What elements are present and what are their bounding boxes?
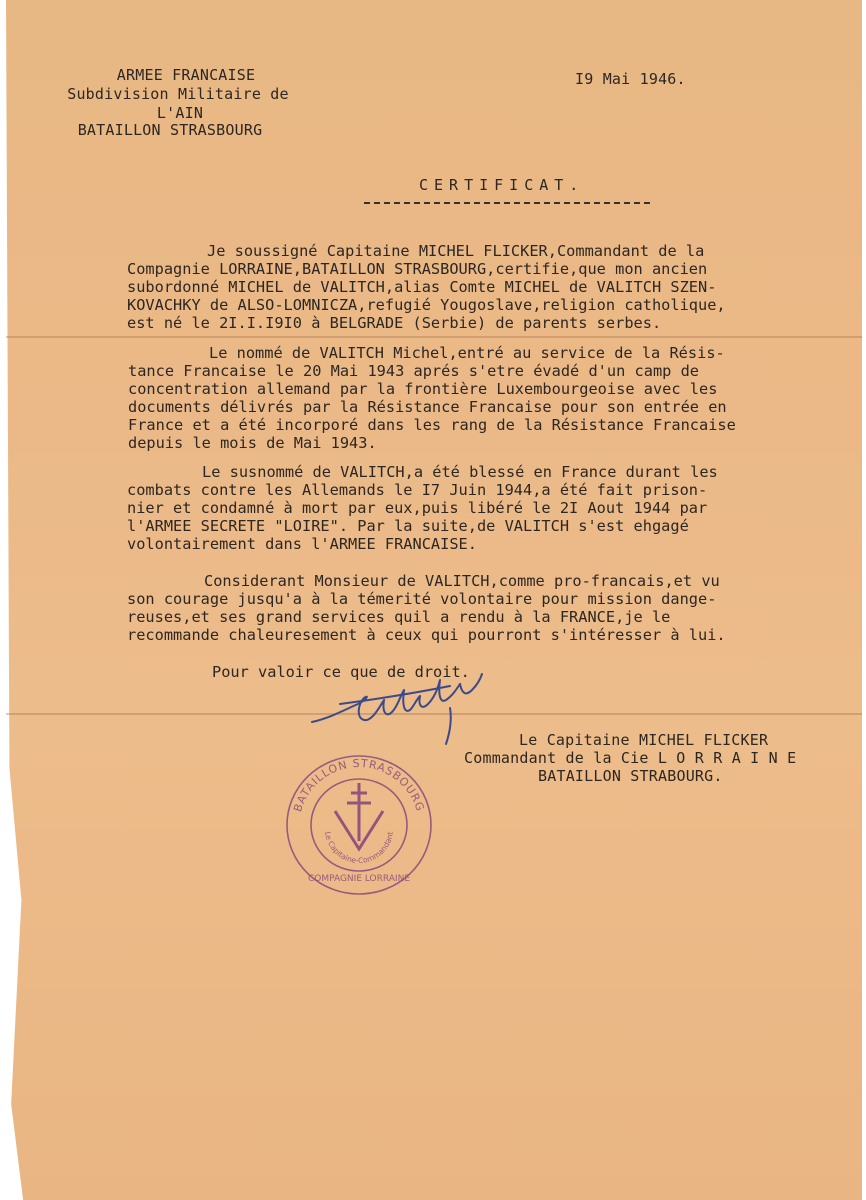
paragraph-1-line: est né le 2I.I.I9I0 à BELGRADE (Serbie) de parents serbes.: [127, 314, 662, 332]
signature-title: Commandant de la Cie L O R R A I N E: [464, 749, 797, 767]
paragraph-3-line: volontairement dans l'ARMEE FRANCAISE.: [127, 535, 477, 553]
cross-of-lorraine-icon: [335, 783, 383, 849]
org-line-4: BATAILLON STRASBOURG: [77, 121, 263, 139]
paragraph-2-line: depuis le mois de Mai 1943.: [128, 434, 377, 452]
title-underline: [364, 202, 650, 204]
paragraph-3-line: combats contre les Allemands le I7 Juin 1944,a été fait prison-: [127, 481, 708, 499]
paragraph-2-line: tance Francaise le 20 Mai 1943 aprés s'etre évadé d'un camp de: [128, 362, 699, 380]
document-date: I9 Mai 1946.: [575, 70, 686, 88]
paragraph-2-line: Le nommé de VALITCH Michel,entré au service de la Résis-: [209, 344, 725, 362]
signature-name: Le Capitaine MICHEL FLICKER: [519, 731, 769, 749]
document-title: CERTIFICAT.: [419, 176, 585, 194]
paragraph-4-line: recommande chaleuresement à ceux qui pourront s'intéresser à lui.: [127, 626, 726, 644]
paragraph-4-line: son courage jusqu'a à la témerité volontaire pour mission dange-: [127, 590, 717, 608]
stamp-bottom-text: COMPAGNIE LORRAINE: [307, 874, 411, 884]
official-stamp: [281, 749, 437, 899]
paragraph-2-line: concentration allemand par la frontière Luxembourgeoise avec les: [128, 380, 718, 398]
paragraph-3-line: Le susnommé de VALITCH,a été blessé en France durant les: [202, 463, 718, 481]
paragraph-1-line: Je soussigné Capitaine MICHEL FLICKER,Commandant de la: [207, 242, 705, 260]
closing-line: Pour valoir ce que de droit.: [212, 663, 470, 681]
stamp-outer-text: BATAILLON STRASBOURG: [291, 756, 427, 814]
paragraph-2-line: documents délivrés par la Résistance Francaise pour son entrée en: [128, 398, 727, 416]
signature-unit: BATAILLON STRABOURG.: [538, 767, 723, 785]
paragraph-3-line: l'ARMEE SECRETE "LOIRE". Par la suite,de VALITCH s'est ehgagé: [127, 517, 689, 535]
org-line-3: L'AIN: [156, 104, 204, 122]
org-line-2: Subdivision Militaire de: [67, 85, 289, 103]
paragraph-3-line: nier et condamné à mort par eux,puis libéré le 2I Aout 1944 par: [127, 499, 708, 517]
paragraph-2-line: France et a été incorporé dans les rang de la Résistance Francaise: [128, 416, 736, 434]
handwritten-signature: [300, 660, 500, 750]
paragraph-1-line: KOVACHKY de ALSO-LOMNICZA,refugié Yougoslave,religion catholique,: [127, 296, 726, 314]
paragraph-4-line: Considerant Monsieur de VALITCH,comme pro-francais,et vu: [204, 572, 720, 590]
paragraph-1-line: Compagnie LORRAINE,BATAILLON STRASBOURG,certifie,que mon ancien: [127, 260, 708, 278]
fold-line: [6, 336, 862, 338]
stamp-inner-text: Le Capitaine-Commandant: [323, 831, 395, 866]
paragraph-4-line: reuses,et ses grand services quil a rendu à la FRANCE,je le: [127, 608, 671, 626]
paragraph-1-line: subordonné MICHEL de VALITCH,alias Comte MICHEL de VALITCH SZEN-: [127, 278, 717, 296]
org-line-1: ARMEE FRANCAISE: [116, 66, 256, 84]
